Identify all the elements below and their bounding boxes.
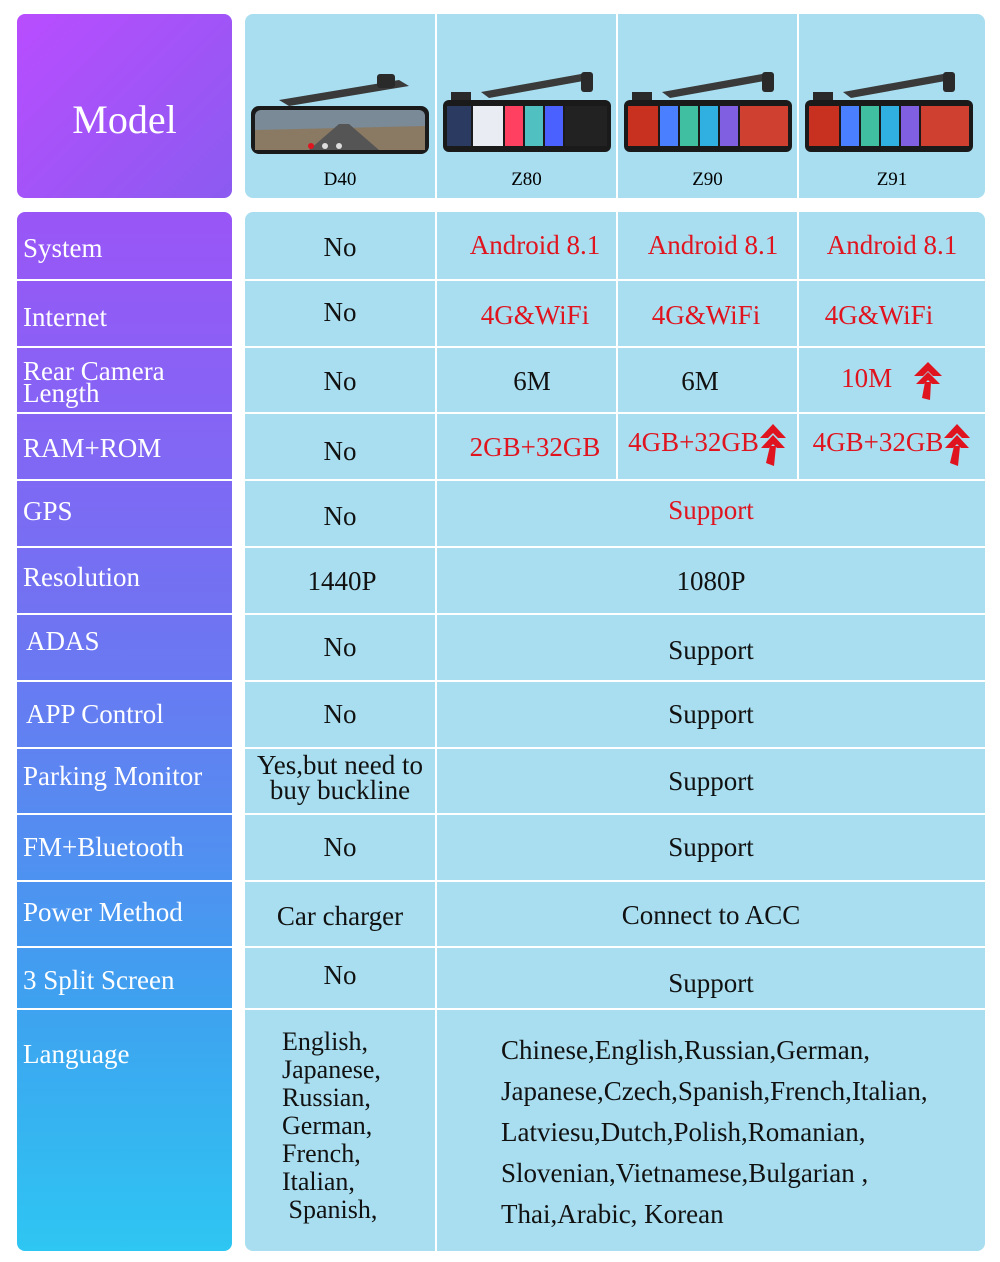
table-row: [245, 749, 985, 815]
table-row: [245, 615, 985, 682]
row-label: System: [23, 233, 103, 263]
cell-others: Support: [668, 968, 754, 998]
label-row: [17, 615, 232, 682]
language-item: English,: [282, 1027, 368, 1056]
language-item: Russian,: [282, 1083, 371, 1112]
double-up-arrow-icon: [913, 362, 943, 400]
table-row: [245, 281, 985, 348]
product-name: Z91: [876, 169, 908, 190]
product-z90: [618, 14, 799, 198]
table-row: [245, 815, 985, 882]
label-row: [17, 414, 232, 481]
product-header: [245, 14, 985, 198]
label-row: [17, 682, 232, 749]
cell-others: 1080P: [676, 566, 746, 596]
cell-z80: 6M: [513, 366, 551, 396]
mirror-dashcam-image: [441, 72, 613, 167]
cell-d40: No: [323, 297, 357, 327]
label-row: [17, 882, 232, 948]
row-label: Rear Camera: [23, 356, 165, 386]
label-row: [17, 548, 232, 615]
row-label: Internet: [23, 302, 107, 332]
cell-others: Support: [668, 766, 754, 796]
table-row: [245, 682, 985, 749]
cell-z90: 6M: [681, 366, 719, 396]
language-line: Japanese,Czech,Spanish,French,Italian,: [501, 1076, 928, 1106]
language-item: German,: [282, 1111, 373, 1140]
table-row: [245, 481, 985, 548]
model-label: Model: [72, 97, 177, 142]
cell-d40: No: [323, 232, 357, 262]
mirror-dashcam-image: [249, 72, 433, 167]
cell-d40: No: [323, 832, 357, 862]
language-item: Spanish,: [282, 1195, 378, 1224]
label-row: [17, 348, 232, 414]
language-line: Chinese,English,Russian,German,: [501, 1035, 870, 1065]
cell-z91: 4G&WiFi: [824, 300, 934, 330]
cell-others: Support: [668, 635, 754, 665]
language-item: Italian,: [282, 1167, 355, 1196]
cell-z80: 2GB+32GB: [469, 432, 601, 462]
language-line: Thai,Arabic, Korean: [501, 1199, 724, 1229]
product-name: Z90: [692, 169, 723, 190]
row-label: Power Method: [23, 897, 183, 927]
cell-z90: [618, 424, 797, 466]
cell-d40: No: [323, 501, 357, 531]
cell-z91: [799, 362, 985, 400]
language-line: Slovenian,Vietnamese,Bulgarian ,: [501, 1158, 869, 1188]
row-label: Parking Monitor: [23, 761, 203, 791]
label-row: [17, 948, 232, 1010]
feature-label-column: [17, 212, 232, 1251]
cell-d40: [245, 750, 435, 805]
label-row: [17, 749, 232, 815]
cell-d40-line: buy buckline: [269, 775, 411, 805]
double-up-arrow-icon: [759, 424, 787, 466]
row-label: Language: [23, 1039, 130, 1069]
product-name: D40: [323, 169, 357, 190]
cell-z80: Android 8.1: [469, 230, 601, 260]
cell-d40: No: [323, 960, 357, 990]
language-list-d40: [282, 1028, 381, 1224]
product-d40: [245, 14, 437, 198]
language-item: French,: [282, 1139, 361, 1168]
cell-d40-line: Yes,but need to: [256, 750, 423, 780]
product-z91: [799, 14, 985, 198]
cell-others: Support: [668, 699, 754, 729]
row-label: FM+Bluetooth: [23, 832, 184, 862]
label-row: [17, 815, 232, 882]
mirror-dashcam-image: [622, 72, 794, 167]
label-row: [17, 281, 232, 348]
cell-z80: 4G&WiFi: [480, 300, 590, 330]
table-row: [245, 1010, 985, 1251]
table-row: [245, 348, 985, 414]
mirror-dashcam-image: [803, 72, 975, 167]
table-row: [245, 948, 985, 1010]
table-row: [245, 882, 985, 948]
row-label: GPS: [23, 496, 73, 526]
product-z80: [437, 14, 618, 198]
row-label: Resolution: [23, 562, 141, 592]
language-line: Latviesu,Dutch,Polish,Romanian,: [501, 1117, 866, 1147]
cell-z91: [799, 424, 985, 466]
cell-d40: No: [323, 436, 357, 466]
cell-d40: Car charger: [276, 901, 404, 931]
row-label: Length: [23, 378, 100, 408]
row-label: 3 Split Screen: [23, 965, 175, 995]
language-item: Japanese,: [282, 1055, 381, 1084]
cell-d40: No: [323, 632, 357, 662]
cell-d40: 1440P: [307, 566, 377, 596]
cell-z91-value: 10M: [841, 363, 893, 394]
comparison-table: [245, 212, 985, 1251]
cell-d40: No: [323, 699, 357, 729]
row-label: ADAS: [26, 626, 100, 656]
cell-z91-value: 4GB+32GB: [812, 427, 944, 458]
cell-z90: 4G&WiFi: [651, 300, 761, 330]
cell-z91: Android 8.1: [826, 230, 958, 260]
model-header: [17, 14, 232, 198]
language-list-others: [501, 1030, 928, 1235]
cell-d40: No: [323, 366, 357, 396]
cell-z90: Android 8.1: [647, 230, 779, 260]
table-row: [245, 414, 985, 481]
cell-others: Connect to ACC: [621, 900, 801, 930]
product-name: Z80: [511, 169, 542, 190]
row-label: RAM+ROM: [23, 433, 162, 463]
cell-others: Support: [668, 495, 754, 525]
label-row: [17, 1010, 232, 1251]
label-row: [17, 481, 232, 548]
table-row: [245, 548, 985, 615]
cell-others: Support: [668, 832, 754, 862]
row-label: APP Control: [26, 699, 164, 729]
table-row: [245, 212, 985, 281]
label-row: [17, 212, 232, 281]
cell-z90-value: 4GB+32GB: [628, 427, 759, 458]
double-up-arrow-icon: [943, 424, 971, 466]
